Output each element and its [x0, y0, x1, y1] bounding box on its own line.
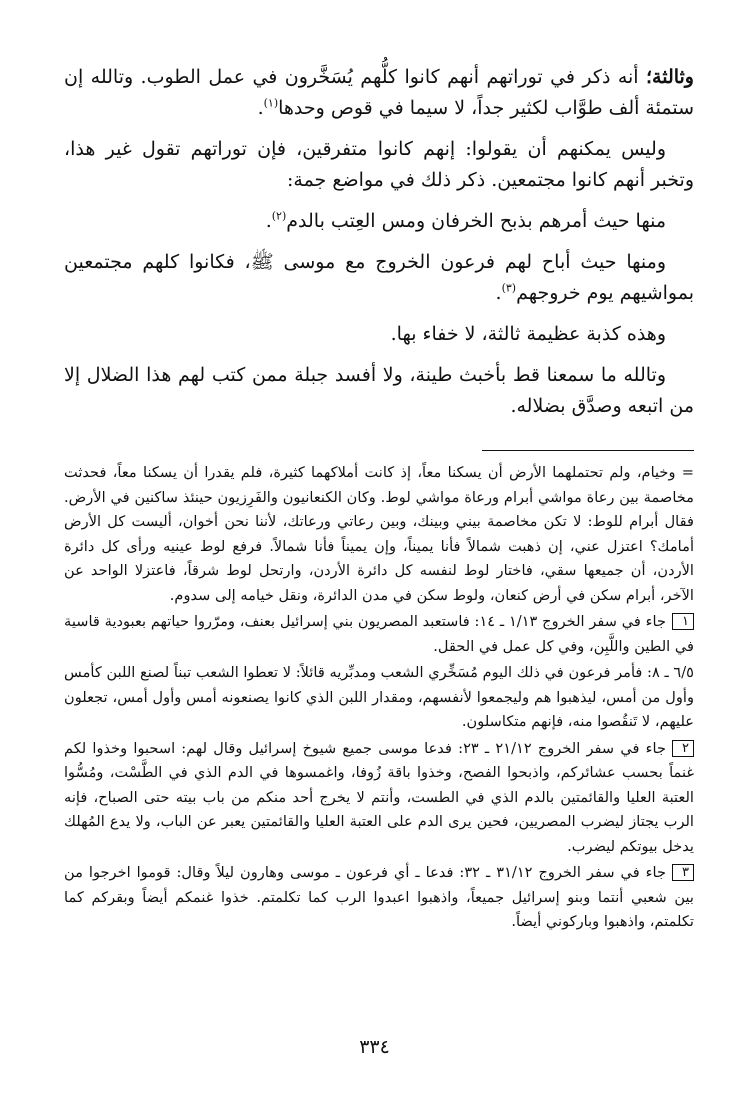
paragraph-end: . — [495, 282, 502, 304]
footnote-3-text: جاء في سفر الخروج ٣١/١٢ ـ ٣٢: فدعا ـ أي فرعون ـ موسى وهارون ليلاً وقال: قوموا اخرجوا من بين شعبي أنتما وبنو إسرائيل جميعاً، واذهبوا اعبدوا الرب كما تكلمتم. خذوا غنمكم أيضاً وبقركم كما تكلمتم، واذهبوا وباركوني أيضاً. — [64, 864, 694, 930]
footnote-3 — [64, 861, 694, 935]
paragraph-text: أنه ذكر في توراتهم أنهم كانوا كلُّهم يُسَخَّرون في عمل الطوب. وتالله إن ستمئة ألف طوَّاب لكثير جداً، لا سيما في قوص وحدها — [64, 66, 694, 119]
footnote-separator — [482, 450, 694, 451]
page-number: ٣٣٤ — [359, 1036, 390, 1058]
footnote-2-text: جاء في سفر الخروج ٢١/١٢ ـ ٢٣: فدعا موسى جميع شيوخ إسرائيل وقال لهم: اسحبوا وخذوا لكم غنماً بحسب عشائركم، واذبحوا الفصح، وخذوا باقة زُوفا، واغمسوها في الدم الذي في الطَّسْت، ومُسُّوا العتبة العليا والقائمتين بالدم الذي في الطست، وأنتم لا يخرج أحد منكم من باب بيته حتى الصباح، فإنه الرب يجتاز ليضرب المصريين، فحين يرى الدم على العتبة العليا والقائمتين يعبر عن الباب، ولا يدع المُهلك يدخل بيوتكم ليضرب. — [64, 739, 694, 855]
main-text — [64, 62, 694, 422]
paragraph-end: . — [265, 210, 272, 232]
paragraph-1 — [64, 62, 694, 124]
footnote-number-3: ٣ — [672, 864, 694, 881]
footnote-1-continued: ٦/٥ ـ ٨: فأمر فرعون في ذلك اليوم مُسَخِّري الشعب ومدبِّريه قائلاً: لا تعطوا الشعب تبناً لصنع اللبن كأمس وأول من أمس، ليذهبوا هم وليجمعوا لأنفسهم، ومقدار اللبن الذي كانوا يصنعونه أمس وأول أمس، تجعلون عليهم، لا تَنقُصوا منه، فإنهم متكاسلون. — [64, 664, 694, 730]
footnote-continued: = وخيام، ولم تحتملهما الأرض أن يسكنا معاً، إذ كانت أملاكهما كثيرة، فلم يقدرا أن يسكنا معاً، فحدثت مخاصمة بين رعاة مواشي أبرام ورعاة مواشي لوط. وكان الكنعانيون والفَرِزيون حينئذ ساكنين في الأرض. فقال أبرام للوط: لا تكن مخاصمة بيني وبينك، وبين رعاتي ورعاتك، لأننا نحن أخوان، أليست كل الأرض أمامك؟ اعتزل عني، إن ذهبت شمالاً فأنا يميناً، وإن يميناً فأنا شمالاً. فرفع لوط عينيه ورأى كل دائرة الأردن، أن جميعها سقي، فاختار لوط لنفسه كل دائرة الأردن، وارتحل لوط شرقاً، فاعتزلا الواحد عن الآخر، أبرام سكن في أرض كنعان، ولوط سكن في مدن الدائرة، ونقل خيامه إلى سدوم. — [64, 464, 694, 604]
footnote-1 — [64, 610, 694, 659]
footnote-1-text: جاء في سفر الخروج ١/١٣ ـ ١٤: فاستعبد المصريون بني إسرائيل بعنف، ومرّروا حياتهم بعبودية قاسية في الطين واللَّبِن، وفي كل عمل في الحقل. — [64, 613, 694, 655]
footnote-2 — [64, 737, 694, 860]
footnote-ref-3[interactable]: (٣) — [501, 281, 517, 295]
footnotes — [64, 461, 694, 935]
paragraph-6: وتالله ما سمعنا قط بأخبث طينة، ولا أفسد جبلة ممن كتب لهم هذا الضلال إلا من اتبعه وصدَّق بضلاله. — [64, 364, 694, 417]
paragraph-4 — [64, 247, 694, 309]
paragraph-end: . — [257, 97, 264, 119]
footnote-number-2: ٢ — [672, 740, 694, 757]
paragraph-lead: وثالثة؛ — [645, 66, 694, 88]
footnote-separator-wrap — [64, 432, 694, 461]
page-body — [64, 62, 694, 937]
footnote-number-1: ١ — [672, 613, 694, 630]
paragraph-text: منها حيث أمرهم بذبح الخرفان ومس العِتب بالدم — [286, 210, 666, 232]
footnote-ref-1[interactable]: (١) — [263, 96, 279, 110]
paragraph-2: وليس يمكنهم أن يقولوا: إنهم كانوا متفرقين، فإن توراتهم تقول غير هذا، وتخبر أنهم كانوا مجتمعين. ذكر ذلك في مواضع جمة: — [64, 138, 694, 191]
paragraph-3 — [64, 206, 694, 237]
paragraph-5: وهذه كذبة عظيمة ثالثة، لا خفاء بها. — [390, 323, 666, 345]
paragraph-text: ومنها حيث أباح لهم فرعون الخروج مع موسى ﷺ، فكانوا كلهم مجتمعين بمواشيهم يوم خروجهم — [64, 251, 694, 304]
footnote-ref-2[interactable]: (٢) — [271, 209, 287, 223]
